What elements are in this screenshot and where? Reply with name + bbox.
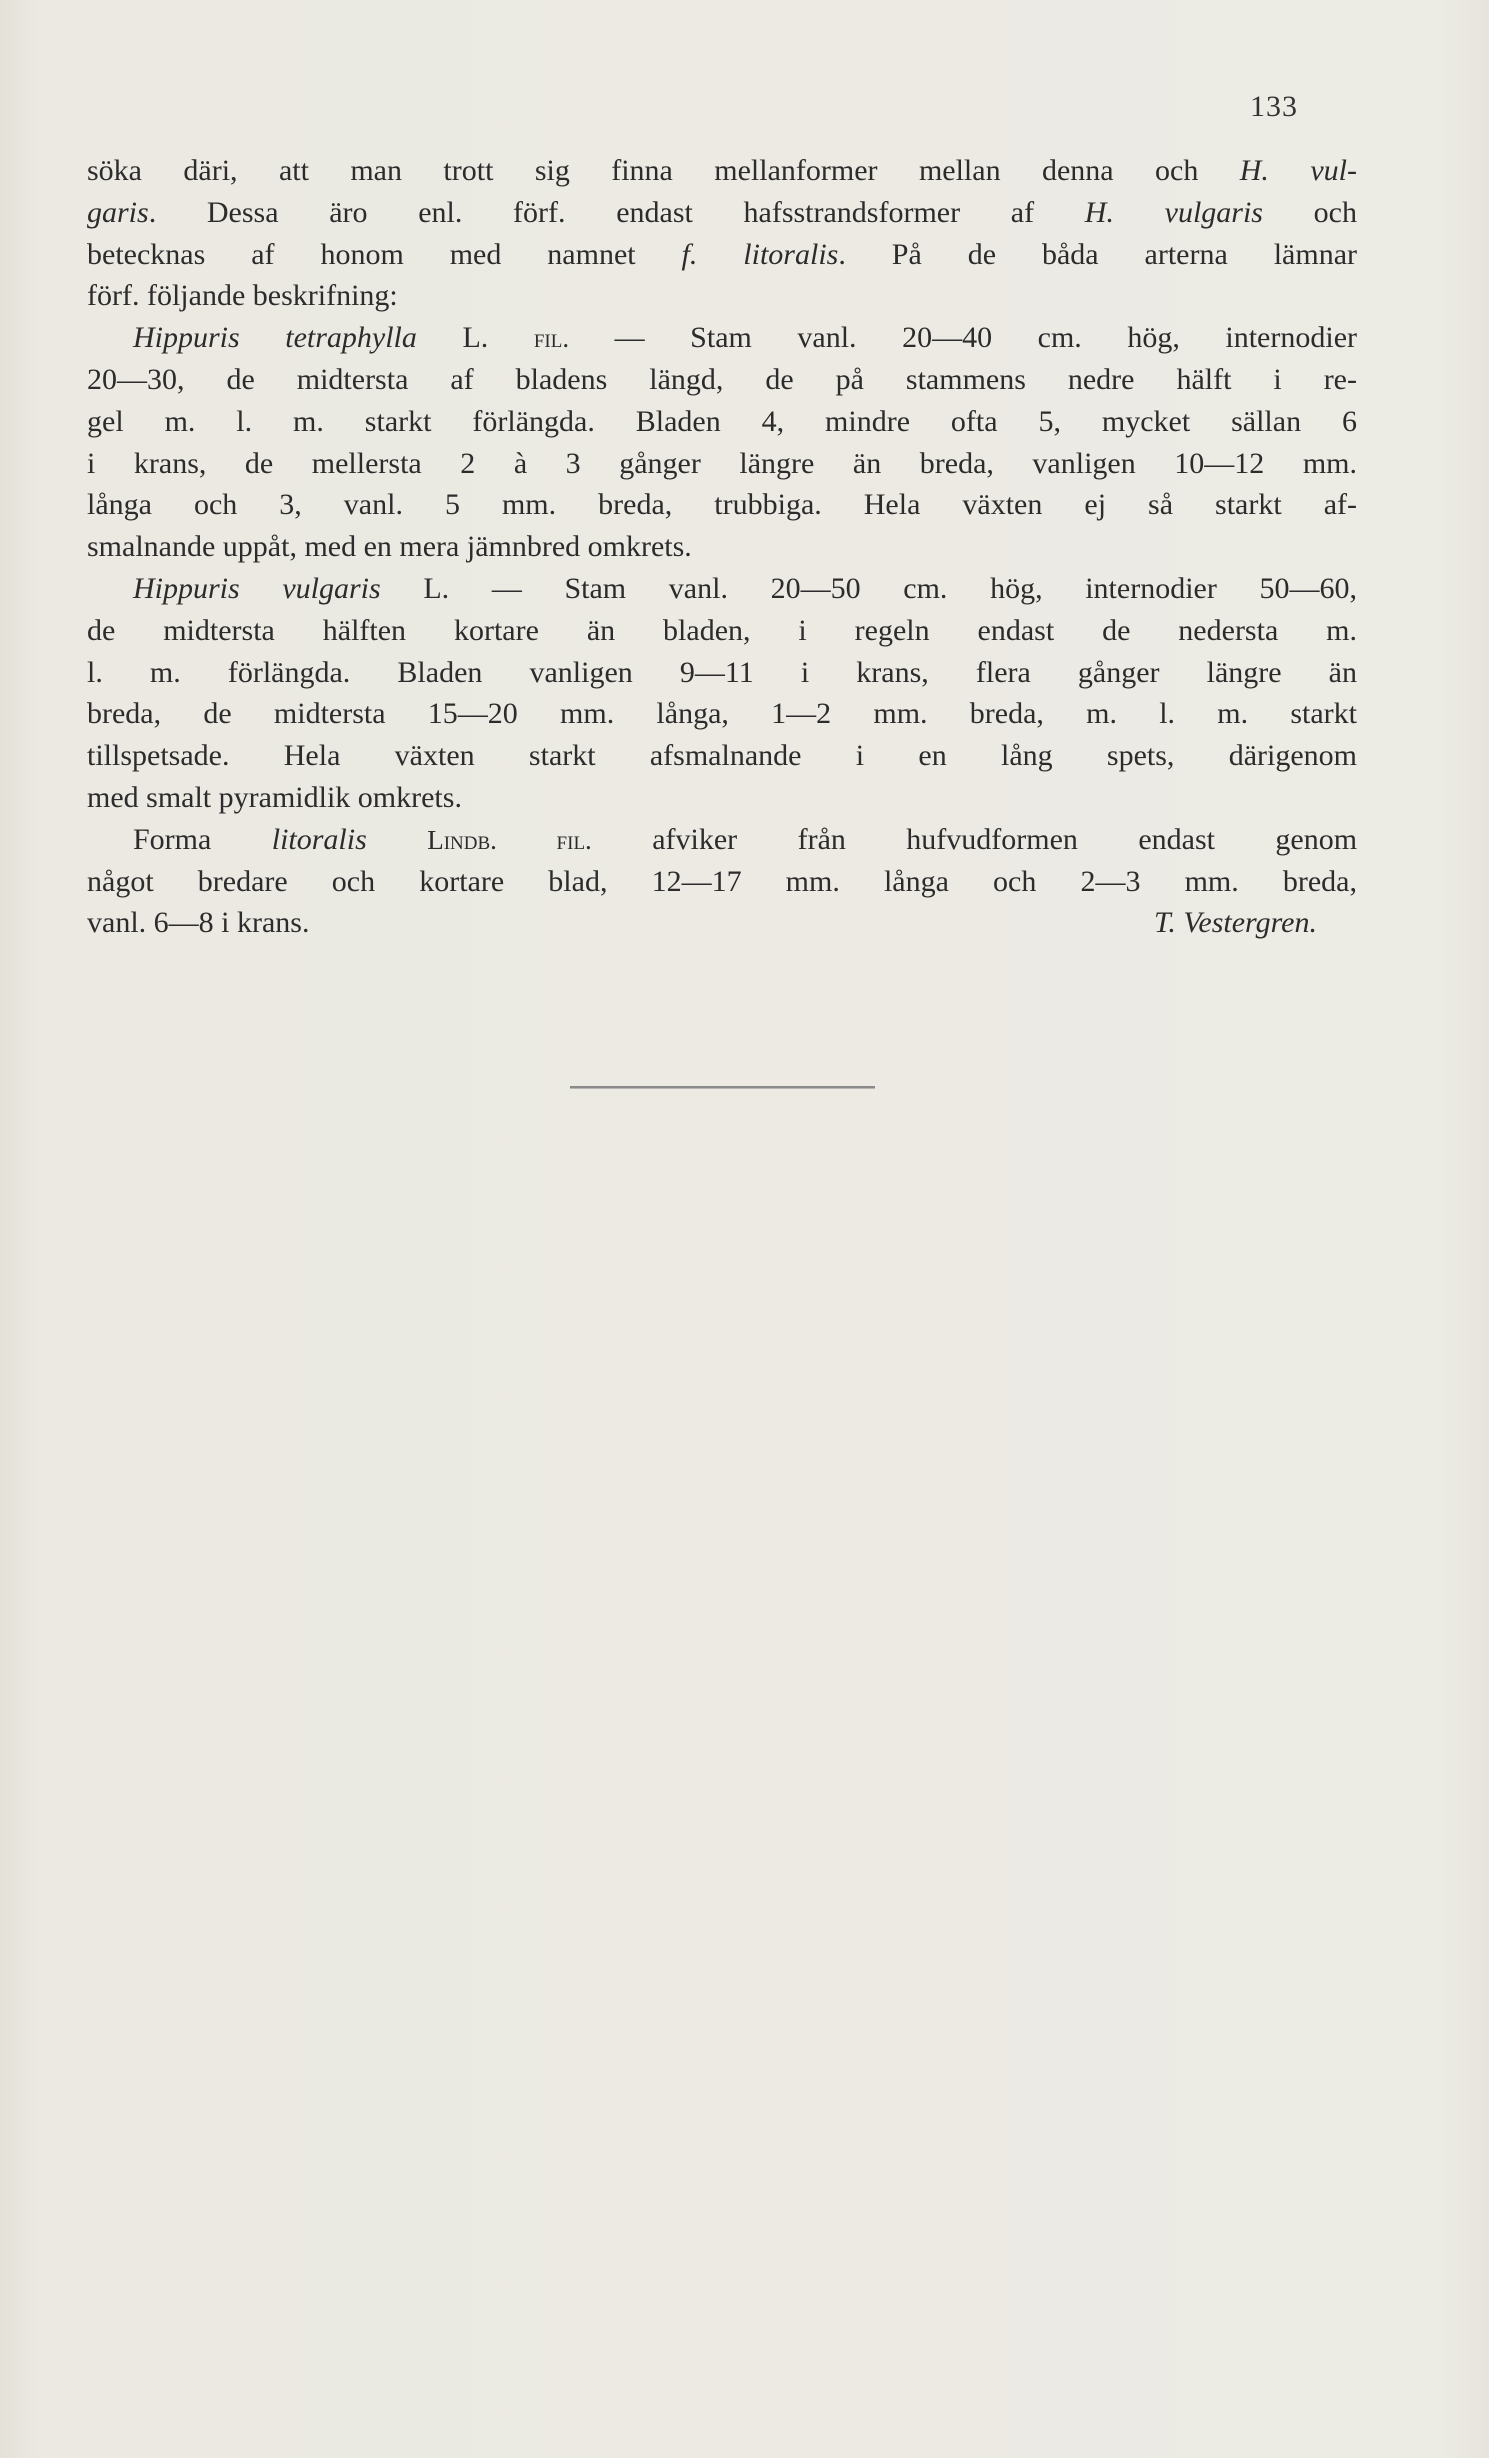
italic-term: H. vul-: [1239, 154, 1357, 187]
author-abbreviation: Lindb. fil.: [427, 824, 592, 855]
text-line: de midtersta hälften kortare än bladen, i regeln endast de nedersta m.: [87, 613, 1357, 647]
italic-term: H. vulgaris: [1084, 195, 1263, 229]
italic-term: litoralis: [271, 822, 367, 856]
body-text: [87, 150, 1357, 944]
closing-text: vanl. 6—8 i krans.: [87, 906, 310, 940]
text-line: tillspetsade. Hela växten starkt afsmalnande i en lång spets, därigenom: [87, 739, 1357, 773]
text-line: betecknas af honom med namnet f. litoralis. På de båda arterna lämnar: [87, 237, 1357, 271]
text-line: smalnande uppåt, med en mera jämnbred omkrets.: [87, 530, 692, 564]
text-line: gel m. l. m. starkt förlängda. Bladen 4, mindre ofta 5, mycket sällan 6: [87, 404, 1357, 438]
text-line: 20—30, de midtersta af bladens längd, de på stammens nedre hälft i re-: [87, 362, 1357, 396]
text-line: breda, de midtersta 15—20 mm. långa, 1—2 mm. breda, m. l. m. starkt: [87, 697, 1357, 731]
text-line: i krans, de mellersta 2 à 3 gånger längre än breda, vanligen 10—12 mm.: [87, 446, 1357, 480]
author-signature: T. Vestergren.: [1153, 906, 1317, 940]
closing-line: [87, 902, 1357, 944]
page-number: 133: [1250, 90, 1298, 123]
text-line: långa och 3, vanl. 5 mm. breda, trubbiga. Hela växten ej så starkt af-: [87, 488, 1357, 522]
author-abbreviation: fil.: [533, 323, 570, 354]
text-line: förf. följande beskrifning:: [87, 279, 398, 313]
italic-term: Hippuris tetraphylla: [133, 321, 417, 355]
italic-term: Hippuris vulgaris: [133, 571, 381, 605]
text-line: Hippuris vulgaris L. — Stam vanl. 20—50 cm. hög, internodier 50—60,: [133, 571, 1357, 605]
text-line: något bredare och kortare blad, 12—17 mm. långa och 2—3 mm. breda,: [87, 864, 1357, 898]
italic-term: garis: [87, 195, 149, 229]
text-line: Hippuris tetraphylla L. fil. — Stam vanl. 20—40 cm. hög, internodier: [133, 321, 1358, 355]
text-line: l. m. förlängda. Bladen vanligen 9—11 i krans, flera gånger längre än: [87, 655, 1357, 689]
text-line: garis. Dessa äro enl. förf. endast hafsstrandsformer af H. vulgaris och: [87, 195, 1357, 229]
italic-term: f. litoralis: [681, 237, 839, 271]
section-divider: [570, 1086, 875, 1089]
text-line: med smalt pyramidlik omkrets.: [87, 780, 462, 814]
text-line: söka däri, att man trott sig finna mellanformer mellan denna och H. vul-: [87, 154, 1357, 187]
text-line: Forma litoralis Lindb. fil. afviker från hufvudformen endast genom: [133, 822, 1358, 856]
